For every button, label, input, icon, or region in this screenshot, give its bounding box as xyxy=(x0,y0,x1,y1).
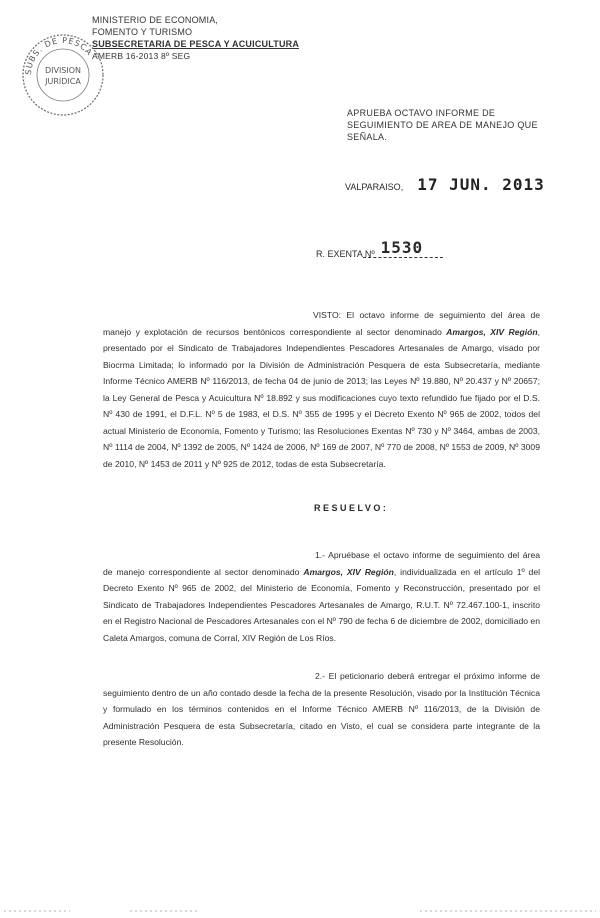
subsecretaria-line: SUBSECRETARIA DE PESCA Y ACUICULTURA xyxy=(92,39,300,49)
ministry-line: MINISTERIO DE ECONOMIA, xyxy=(92,15,219,25)
p1-lead: 1.- Apruébase el octavo informe de seguimiento del área de manejo correspondiente al sector denominado xyxy=(103,550,540,577)
city-label: VALPARAISO, xyxy=(345,182,404,192)
document-subject: APRUEBA OCTAVO INFORME DE SEGUIMIENTO DE AREA DE MANEJO QUE SEÑALA. xyxy=(347,108,538,142)
visto-text-b: , presentado por el Sindicato de Trabajadores Independientes Pescadores Artesanales de Amargo, visado por Biocrma Limitada; lo informado por la División de Administración Pesquera de esta Subsecretaría, mediante Informe Técnico AMERB Nº 116/2013, de fecha 04 de junio de 2013; las Leyes Nº 19.880, Nº 20.437 y Nº 20657; la Ley General de Pesca y Acuicultura Nº 18.892 y sus modificaciones cuyo texto refundido fue fijado por el D.S. Nº 430 de 1991, el D.F.L. Nº 5 de 1983, el D.S. Nº 355 de 1995 y el Decreto Exento Nº 965 de 2002, todos del actual Ministerio de Economía, Fomento y Turismo; las Resoluciones Exentas Nº 730 y Nº 3464, ambas de 2003, Nº 1114 de 2004, Nº 1392 de 2005, Nº 1424 de 2006, Nº 169 de 2007, Nº 770 de 2008, Nº 1553 de 2009, Nº 3009 de 2010, Nº 1453 de 2011 y Nº 925 de 2012, todas de esta Subsecretaría. xyxy=(103,326,540,469)
exenta-number: 1530 xyxy=(380,238,424,257)
reference-code: AMERB 16-2013 8º SEG xyxy=(92,51,191,61)
resolution-paragraph-1 xyxy=(103,547,540,646)
stamp-center-line1: DIVISION xyxy=(44,66,82,75)
visto-sector: Amargos, XIV Región xyxy=(446,326,538,337)
ministry-subline: FOMENTO Y TURISMO xyxy=(92,27,193,37)
p1-sector: Amargos, XIV Región xyxy=(303,566,394,577)
visto-text-a: El octavo informe de seguimiento del área de manejo y explotación de recursos bentónicos correspondiente al sector denominado xyxy=(103,310,540,337)
visto-paragraph xyxy=(103,307,540,472)
p1-text: , individualizada en el artículo 1º del Decreto Exento Nº 965 de 2002, del Ministerio de Economía, Fomento y Reconstrucción, presentado por el Sindicato de Trabajadores Independientes Pescadores Artesanales de Amargo, R.U.T. Nº 72.467.100-1, inscrito en el Registro Nacional de Pescadores Artesanales con el Nº 790 de fecha 6 de diciembre de 2002, domiciliado en Caleta Amargos, comuna de Corral, XIV Región de Los Ríos. xyxy=(103,566,541,643)
dateline xyxy=(345,175,545,194)
p2-lead: 2.- El peticionario deberá entregar el próximo xyxy=(315,671,495,681)
resolution-paragraph-2 xyxy=(103,668,540,751)
stamp-center-line2: JURIDICA xyxy=(45,77,81,86)
visto-lead: VISTO: xyxy=(313,310,342,320)
date-stamp: 17 JUN. 2013 xyxy=(417,175,545,194)
letterhead xyxy=(92,14,299,62)
resolution-number xyxy=(316,238,443,262)
footer-scan-marks xyxy=(0,906,600,916)
resuelvo-heading: RESUELVO: xyxy=(314,503,389,513)
stamp-ring-text: SUBS. DE PESCA xyxy=(23,35,95,76)
exenta-label: R. EXENTA Nº xyxy=(316,249,375,259)
p2-text: informe de seguimiento dentro de un año contado desde la fecha de la presente Resolución, visado por la Institución Técnica y formulado en los términos contenidos en el Informe Técnico AMERB Nº 116/2013, de la División de Administración Pesquera de esta Subsecretaría, citado en Visto, el cual se considera parte integrante de la presente Resolución. xyxy=(103,671,540,747)
number-underline xyxy=(363,257,443,258)
juridica-stamp-icon xyxy=(20,32,106,118)
